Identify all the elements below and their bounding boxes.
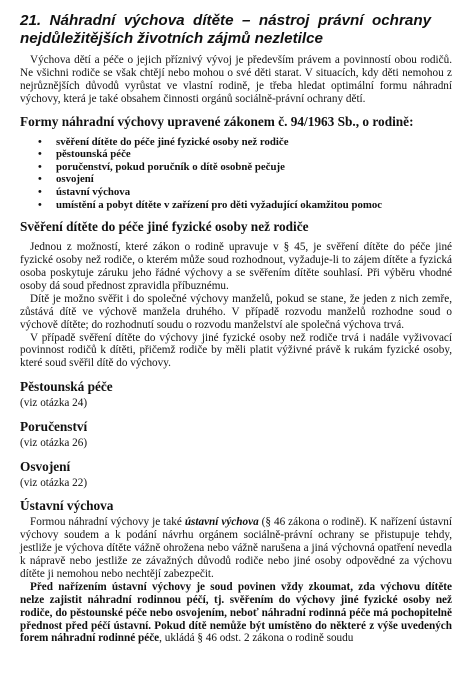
list-item-text: ústavní výchova bbox=[56, 186, 131, 198]
bullet-icon: • bbox=[38, 186, 42, 198]
pestounska-reference: (viz otázka 24) bbox=[20, 397, 88, 410]
ustavni-p2-bold: Před nařízením ústavní výchovy je soud povinen vždy zkoumat, zda výchovu dítěte nelze zajistit náhradní rodinnou péčí, tj. svěřením do výchovy jiné fyzické osoby než rodiče, do pěstounské péče nebo osvojením, neboť náhradní rodinná péče má pochopitelně přednost před péčí ústavní. Pokud dítě nemůže být umístěno do některé z výše uvedených forem náhradní rodinné péče bbox=[20, 580, 452, 645]
list-item bbox=[38, 135, 452, 149]
page-title: 21. Náhradní výchova dítěte – nástroj právní ochrany nejdůležitějších životních zájmů nezletilce bbox=[20, 12, 436, 47]
bullet-icon: • bbox=[38, 198, 42, 211]
osvojeni-heading: Osvojení bbox=[20, 459, 71, 475]
osvojeni-section bbox=[20, 459, 452, 490]
list-item-text: pěstounská péče bbox=[56, 148, 131, 161]
ustavni-p1-emphasis: ústavní výchova bbox=[184, 516, 259, 529]
ustavni-paragraph-1 bbox=[20, 516, 452, 581]
intro-paragraph: Výchova dětí a péče o jejich příznivý vývoj je především právem a povinností obou rodičů. Ne všichni rodiče se však chtějí nebo mohou o své děti starat. V situacích, kdy děti nemohou z nejrůznějších důvodů vyrůstat ve vlastní rodině, je třeba hledat optimální formu náhradní výchovy, která je také obsahem činnosti orgánů sociálně-právní ochrany dětí. bbox=[20, 54, 452, 105]
sverení-paragraph-1: Jednou z možností, které zákon o rodině upravuje v § 45, je svěření dítěte do péče jiné fyzické osoby než rodiče, o kterém může soud rozhodnout, vyžaduje-li to zájem dítěte a fyzická osoba poskytuje záruku jeho řádné výchovy a se svěřením dítěte souhlasí. Při výběru vhodné osoby dá soud přednost zpravidla příbuznému. bbox=[20, 241, 452, 292]
list-item bbox=[38, 186, 452, 199]
list-item-text: umístění a pobyt dítěte v zařízení pro děti vyžadující okamžitou pomoc bbox=[56, 198, 383, 211]
sverení-heading: Svěření dítěte do péče jiné fyzické osoby než rodiče bbox=[20, 219, 309, 235]
poruc-reference: (viz otázka 26) bbox=[20, 437, 88, 450]
ustavni-paragraph-2 bbox=[20, 581, 452, 646]
list-item bbox=[38, 160, 452, 174]
list-item bbox=[38, 173, 452, 186]
list-item-text: svěření dítěte do péče jiné fyzické osoby než rodiče bbox=[56, 135, 289, 148]
list-item-text: poručenství, pokud poručník o dítě osobně pečuje bbox=[56, 160, 285, 173]
list-item bbox=[38, 198, 452, 212]
ustavni-section bbox=[20, 498, 452, 645]
list-item-text: osvojení bbox=[56, 173, 94, 186]
bullet-icon: • bbox=[38, 135, 42, 148]
ustavni-heading: Ústavní výchova bbox=[20, 498, 114, 514]
forms-heading: Formy náhradní výchovy upravené zákonem č. 94/1963 Sb., o rodině: bbox=[20, 113, 414, 129]
poruc-heading: Poručenství bbox=[20, 419, 88, 435]
ustavni-p2-rest: , ukládá § 46 odst. 2 zákona o rodině soudu bbox=[159, 632, 354, 645]
ustavni-p1-end: (§ 46 zákona o rodině). K nařízení ústavní výchovy soudem a k podání návrhu orgánem sociálně-právní ochrany se přistupuje tehdy, jestliže je výchova dítěte vážně ohrožena nebo vážně narušena a jiná výchovná opatření nevedla k nápravě nebo jestliže ze závažných důvodů rodiče nebo jiné osoby odpovědné za výchovu dítěte ji nemohou nebo nechtějí zabezpečit. bbox=[20, 516, 452, 580]
poruc-section bbox=[20, 419, 452, 450]
bullet-icon: • bbox=[38, 160, 42, 173]
bullet-icon: • bbox=[38, 173, 42, 186]
sverení-paragraph-3: V případě svěření dítěte do výchovy jiné fyzické osoby než rodiče trvá i nadále vyživovací povinnost rodičů k dítěti, přičemž rodiče by měli platit výživné právě k rukám fyzické osoby, které soud svěřil dítě do výchovy. bbox=[20, 331, 452, 370]
list-item bbox=[38, 148, 452, 161]
forms-list bbox=[20, 136, 452, 212]
bullet-icon: • bbox=[38, 148, 42, 161]
pestounska-heading: Pěstounská péče bbox=[20, 379, 113, 395]
pestounska-section bbox=[20, 379, 452, 410]
sverení-paragraph-2: Dítě je možno svěřit i do společné výchovy manželů, pokud se stane, že jeden z nich zemře, zůstává dítě ve výchově manžela druhého. V případě rozvodu manželů rozhodne soud o výchově dítěte; do rozhodnutí soudu o rozvodu manželství ale společná výchova trvá. bbox=[20, 292, 452, 331]
ustavni-p1-start: Formou náhradní výchovy je také bbox=[30, 516, 185, 529]
osvojeni-reference: (viz otázka 22) bbox=[20, 477, 88, 490]
